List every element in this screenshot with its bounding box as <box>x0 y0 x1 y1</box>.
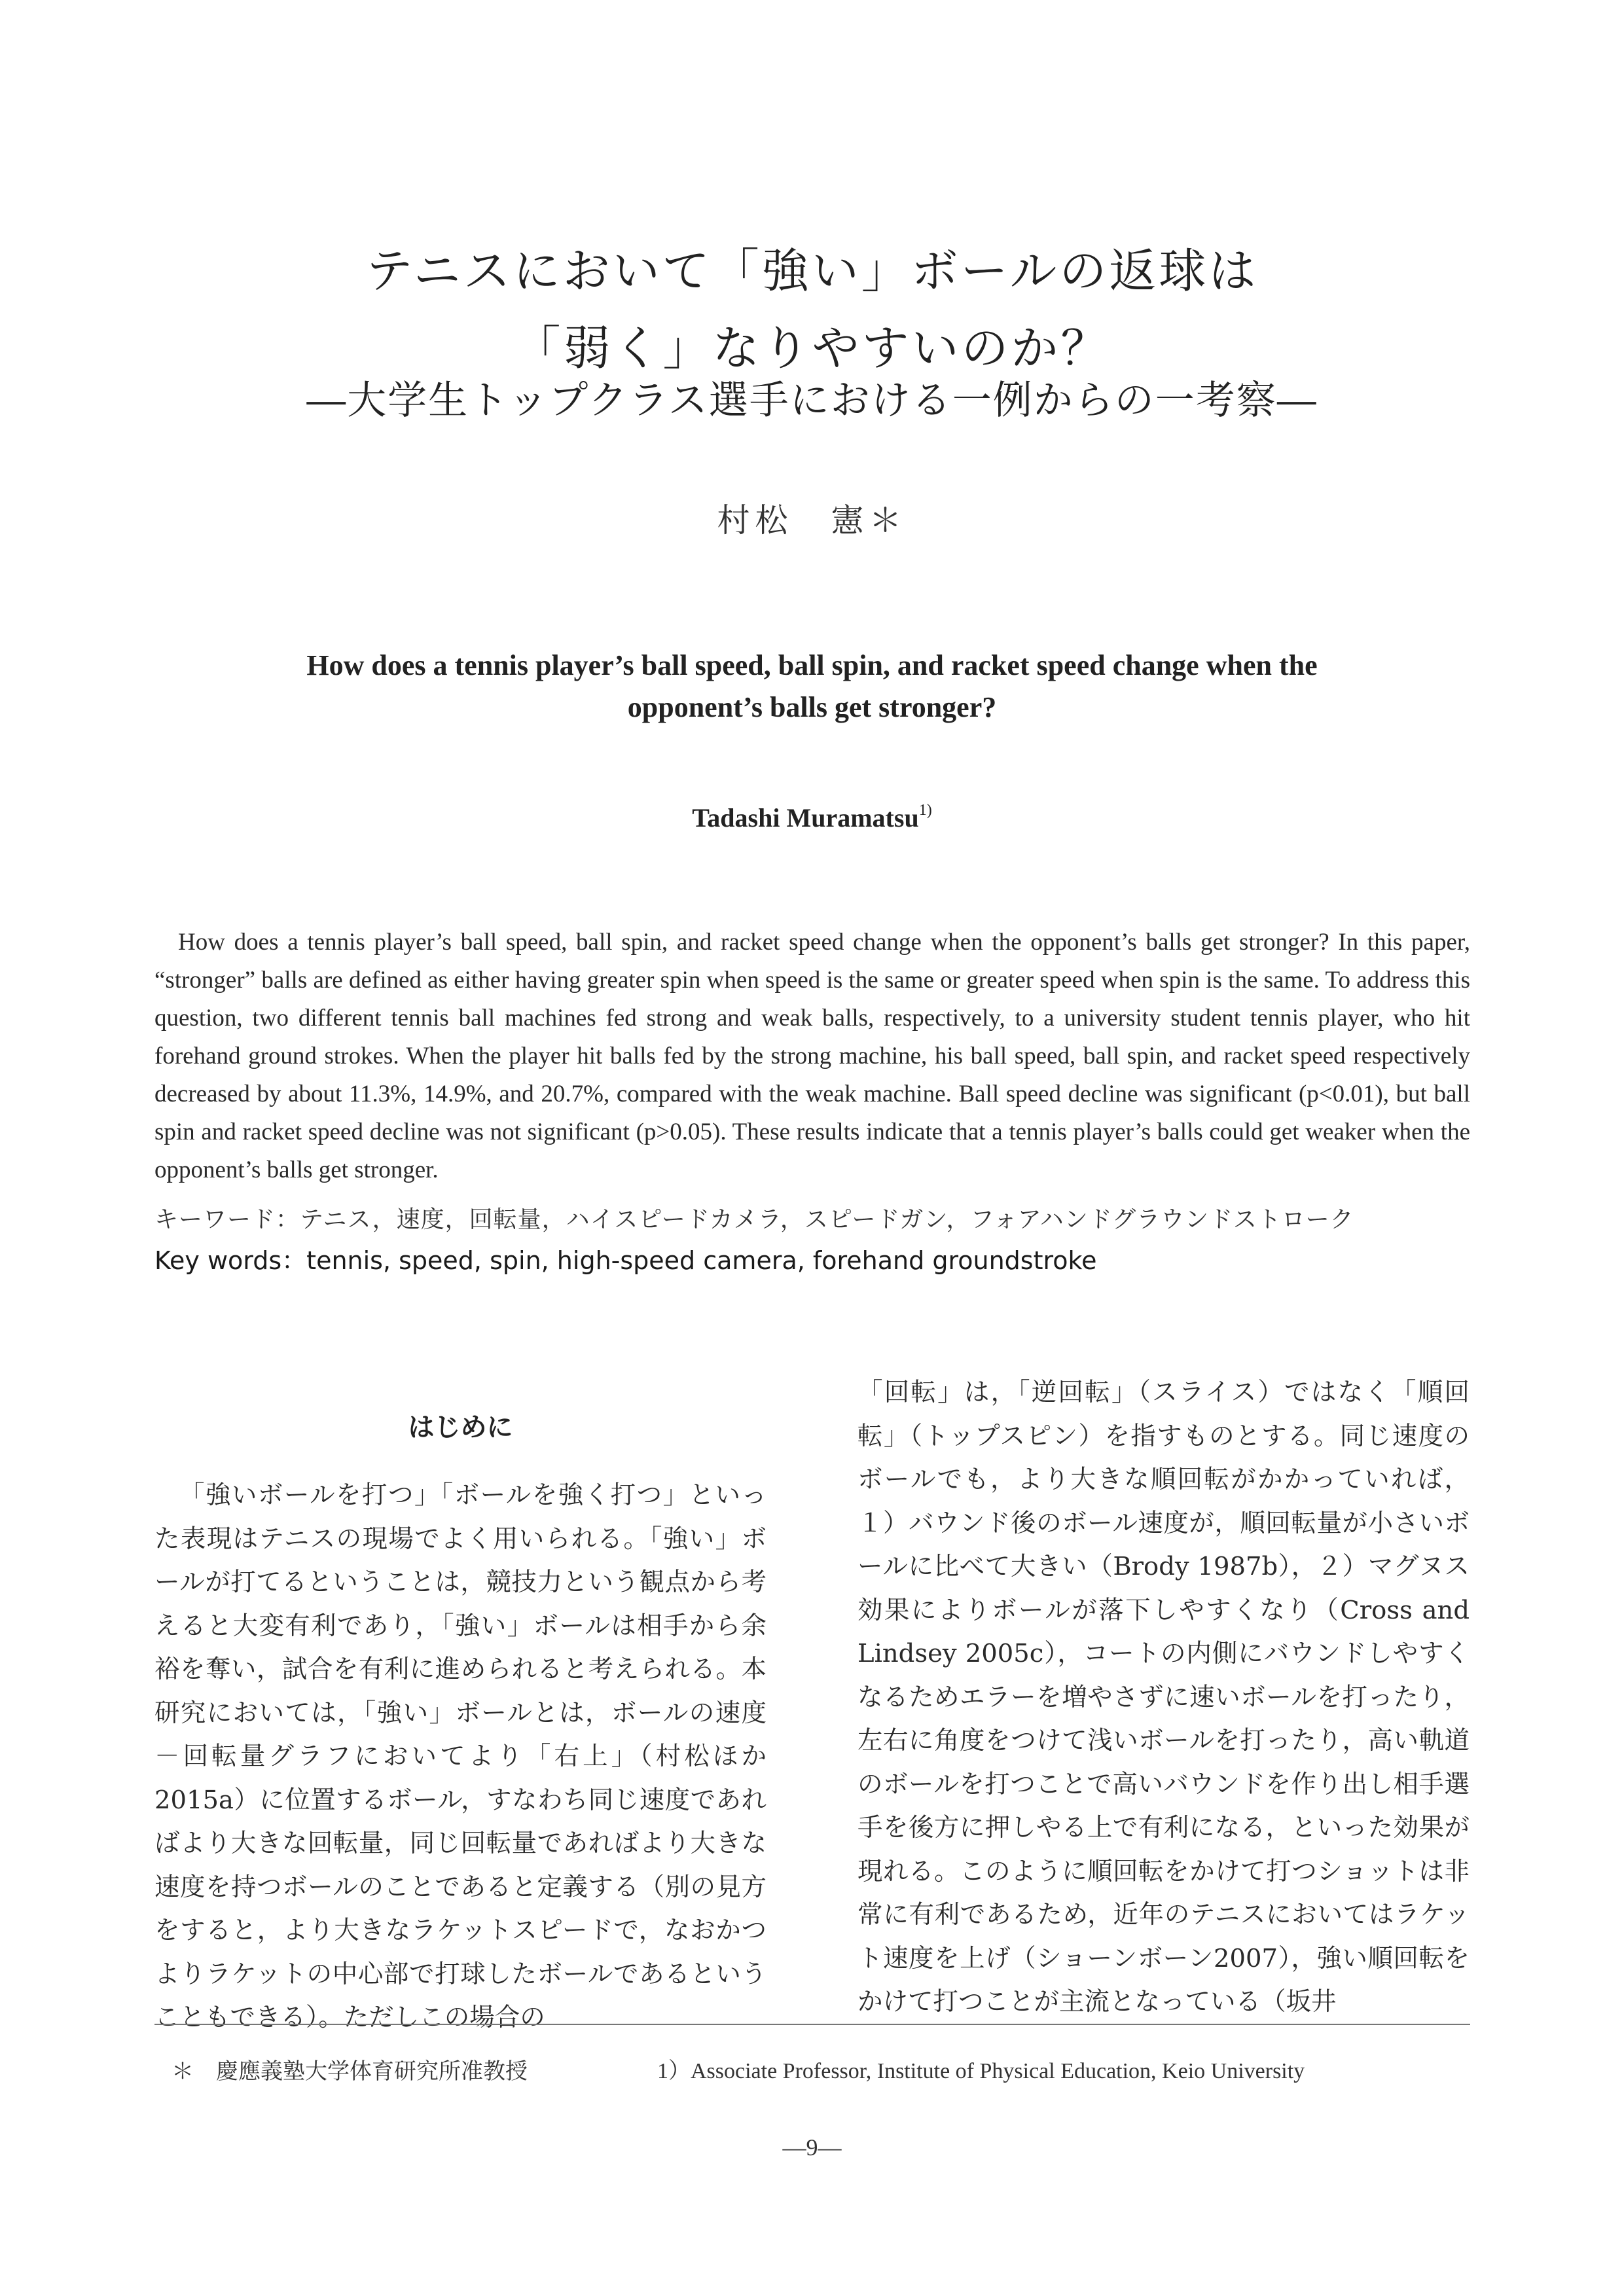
section-heading-introduction: はじめに <box>408 1412 513 1443</box>
author-en-name: Tadashi Muramatsu <box>692 803 919 833</box>
title-english <box>0 645 1624 728</box>
subtitle-japanese: ―大学生トップクラス選手における一例からの一考察― <box>306 378 1318 423</box>
author-english <box>0 791 1624 838</box>
keywords-english: Key words：tennis, speed, spin, high-speed camera, forehand groundstroke <box>154 1246 1097 1275</box>
title-japanese <box>0 232 1624 387</box>
body-paragraph-left: 「強いボールを打つ」「ボールを強く打つ」といった表現はテニスの現場でよく用いられる。「強い」ボールが打てるということは，競技力という観点から考えると大変有利であり，「強い」ボールは相手から余裕を奪い，試合を有利に進められると考えられる。本研究においては，「強い」ボールとは，ボールの速度－回転量グラフにおいてより「右上」（村松ほか2015a）に位置するボール，すなわち同じ速度であればより大きな回転量，同じ回転量であればより大きな速度を持つボールのことであると定義する（別の見方をすると，より大きなラケットスピードで，なおかつよりラケットの中心部で打球したボールであるということもできる）。ただしこの場合の <box>154 1480 767 2032</box>
body-column-left <box>154 1374 767 2040</box>
body-paragraph-right: 「回転」は，「逆回転」（スライス）ではなく「順回転」（トップスピン）を指すものとする。同じ速度のボールでも，より大きな順回転がかかっていれば，１）バウンド後のボール速度が，順回転量が小さいボールに比べて大きい（Brody 1987b），２）マグヌス効果によりボールが落下しやすくなり（Cross and Lindsey 2005c），コートの内側にバウンドしやすくなるためエラーを増やさずに速いボールを打ったり，左右に角度をつけて浅いボールを打ったり，高い軌道のボールを打つことで高いバウンドを作り出し相手選手を後方に押しやる上で有利になる，といった効果が現れる。このように順回転をかけて打つショットは非常に有利であるため，近年のテニスにおいてはラケット速度を上げ（ショーンボーン2007），強い順回転をかけて打つことが主流となっている（坂井 <box>857 1378 1470 2017</box>
page-number: ―9― <box>782 2134 842 2161</box>
footnote-english: 1）Associate Professor, Institute of Physical Education, Keio University <box>657 2059 1305 2083</box>
footnote-japanese: ＊ 慶應義塾大学体育研究所准教授 <box>171 2058 528 2085</box>
author-affiliation-mark: 1) <box>918 802 932 819</box>
title-en-line-1: How does a tennis player’s ball speed, ball spin, and racket speed change when the <box>306 649 1318 681</box>
abstract: How does a tennis player’s ball speed, ball spin, and racket speed change when the opponent’s balls get stronger? In this paper, “stronger” balls are defined as either having greater spin when speed is the same or greater speed when spin is the same. To address this question, two different tennis ball machines fed strong and weak balls, respectively, to a university student tennis player, who hit forehand ground strokes. When the player hit balls fed by the strong machine, his ball speed, ball spin, and racket speed respectively decreased by about 11.3%, 14.9%, and 20.7%, compared with the weak machine. Ball speed decline was significant (p<0.01), but ball spin and racket speed decline was not significant (p>0.05). These results indicate that a tennis player’s balls could get weaker when the opponent’s balls get stronger. <box>154 929 1470 1183</box>
author-japanese: 村松 憲＊ <box>717 501 907 539</box>
title-line-1: テニスにおいて「強い」ボールの返球は <box>365 243 1259 298</box>
keywords-japanese: キーワード：テニス，速度，回転量，ハイスピードカメラ，スピードガン，フォアハンドグラウンドストローク <box>154 1206 1354 1233</box>
title-line-2: 「弱く」なりやすいのか？ <box>513 321 1111 376</box>
footnote-divider <box>154 2024 1470 2025</box>
title-en-line-2: opponent’s balls get stronger? <box>627 691 997 723</box>
body-column-right <box>857 1371 1470 2024</box>
